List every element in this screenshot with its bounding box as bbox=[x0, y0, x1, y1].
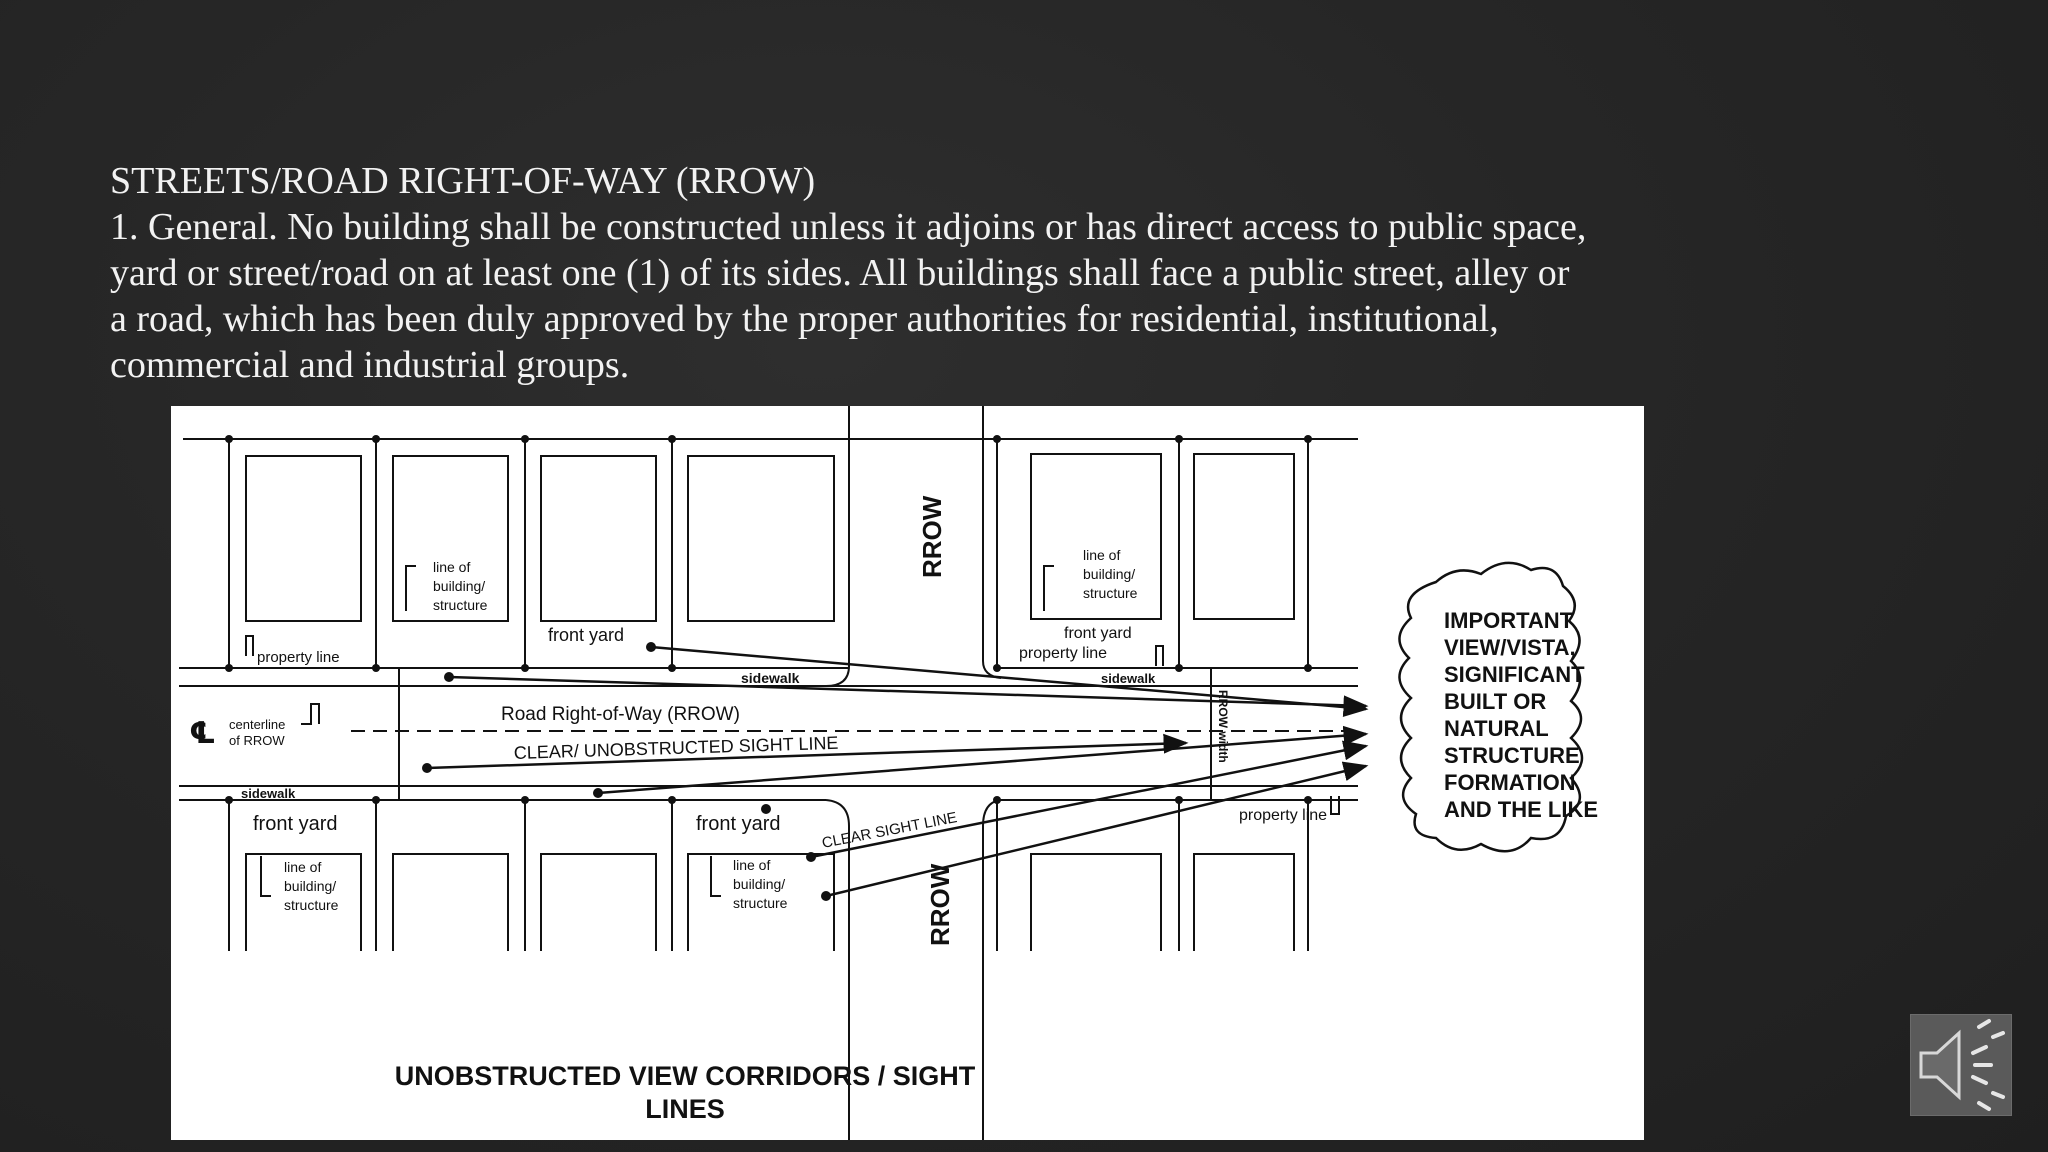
road-row-label: Road Right-of-Way (RROW) bbox=[501, 704, 740, 725]
centerline-label: centerline bbox=[229, 717, 286, 732]
cloud-text: AND THE LIKE bbox=[1444, 797, 1598, 822]
centerline-label: of RROW bbox=[229, 733, 285, 748]
sidewalk-label: sidewalk bbox=[741, 670, 800, 686]
centerline-symbol: ℄ bbox=[189, 717, 216, 750]
cloud-text: BUILT OR bbox=[1444, 689, 1547, 714]
building-line-label: building/ bbox=[1083, 566, 1136, 582]
sidewalk-label: sidewalk bbox=[241, 786, 296, 801]
building-line-label: structure bbox=[284, 897, 339, 913]
speaker-icon bbox=[1911, 1015, 2011, 1115]
rrow-label-top: RROW bbox=[917, 495, 947, 578]
building-line-label: line of bbox=[733, 857, 771, 873]
audio-button[interactable] bbox=[1910, 1014, 2012, 1116]
building-line-label: line of bbox=[433, 559, 471, 575]
diagram-linework bbox=[179, 406, 1358, 1140]
sight-line-diagram bbox=[171, 406, 1644, 1140]
front-yard-label: front yard bbox=[696, 813, 781, 835]
diagram-labels bbox=[189, 495, 1598, 1124]
rrow-label-bottom: RROW bbox=[925, 863, 955, 946]
building-line-label: line of bbox=[1083, 547, 1121, 563]
building-line-label: structure bbox=[433, 597, 488, 613]
paragraph-line: commercial and industrial groups. bbox=[110, 344, 630, 386]
sidewalk-label: sidewalk bbox=[1101, 671, 1156, 686]
diagram-svg bbox=[171, 406, 1644, 1140]
front-yard-label: front yard bbox=[253, 813, 338, 835]
building-line-label: structure bbox=[733, 895, 788, 911]
property-line-label: property line bbox=[1239, 807, 1328, 824]
cloud-text: SIGNIFICANT bbox=[1444, 662, 1585, 687]
paragraph-line: 1. General. No building shall be constructed unless it adjoins or has direct access to public space, bbox=[110, 206, 1587, 248]
building-line-label: building/ bbox=[433, 578, 486, 594]
sight-lines bbox=[427, 647, 1366, 896]
clear-sight-label: CLEAR/ UNOBSTRUCTED SIGHT LINE bbox=[513, 732, 839, 763]
front-yard-label: front yard bbox=[548, 625, 625, 645]
cloud-text: NATURAL bbox=[1444, 716, 1549, 741]
rrow-width-label: RROW width bbox=[1216, 690, 1230, 763]
building-line-label: structure bbox=[1083, 585, 1138, 601]
building-line-label: line of bbox=[284, 859, 322, 875]
paragraph-line: a road, which has been duly approved by the proper authorities for residential, institutional, bbox=[110, 298, 1499, 340]
cloud-text: FORMATION bbox=[1444, 770, 1576, 795]
slide-heading: STREETS/ROAD RIGHT-OF-WAY (RROW) bbox=[110, 160, 816, 202]
property-line-label: property line bbox=[1019, 645, 1108, 662]
building-line-label: building/ bbox=[733, 876, 786, 892]
clear-sight-label-2: CLEAR SIGHT LINE bbox=[820, 809, 959, 852]
diagram-caption: UNOBSTRUCTED VIEW CORRIDORS / SIGHT bbox=[394, 1061, 976, 1091]
cloud-text: STRUCTURE bbox=[1444, 743, 1580, 768]
property-line-label: property line bbox=[257, 649, 340, 666]
cloud-text: VIEW/VISTA, bbox=[1444, 635, 1576, 660]
diagram-caption: LINES bbox=[645, 1094, 725, 1124]
cloud-text: IMPORTANT bbox=[1444, 608, 1574, 633]
front-yard-label: front yard bbox=[1064, 625, 1132, 642]
paragraph-line: yard or street/road on at least one (1) of its sides. All buildings shall face a public street, alley or bbox=[110, 252, 1570, 294]
slide-text bbox=[110, 158, 1750, 388]
building-line-label: building/ bbox=[284, 878, 337, 894]
